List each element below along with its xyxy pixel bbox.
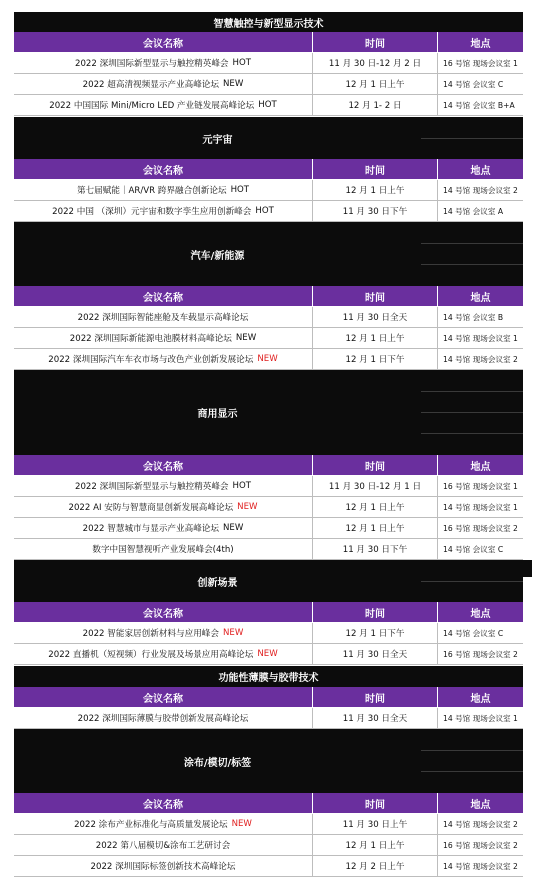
session-name: 2022 深圳国际智能座舱及车载显示高峰论坛 <box>77 313 249 323</box>
header-place: 地点 <box>470 38 491 50</box>
section-band-s5 <box>14 560 523 602</box>
table-row <box>14 497 523 518</box>
header-place: 地点 <box>470 608 491 620</box>
session-name-cell <box>14 74 313 94</box>
black-overhang <box>523 560 532 577</box>
table-header <box>14 793 523 814</box>
session-time: 12 月 1 日上午 <box>313 835 438 855</box>
section-band-s4 <box>14 370 523 455</box>
session-tag-badge: NEW <box>231 819 252 829</box>
divider <box>421 391 523 392</box>
session-time: 11 月 30 日下午 <box>313 539 438 559</box>
header-time: 时间 <box>313 159 438 179</box>
session-time: 12 月 1 日下午 <box>313 349 438 369</box>
session-name-cell <box>14 856 313 876</box>
header-time: 时间 <box>313 602 438 622</box>
session-time: 12 月 2 日上午 <box>313 856 438 876</box>
table-header <box>14 32 523 53</box>
session-name: 2022 AI 安防与智慧商显创新发展高峰论坛 <box>68 503 234 513</box>
table-row <box>14 349 523 370</box>
session-tag-badge: HOT <box>258 100 277 110</box>
section-title-s3: 汽车/新能源 <box>190 250 245 262</box>
session-name: 2022 深圳国际汽车车衣市场与改色产业创新发展论坛 <box>48 355 254 365</box>
table-row <box>14 835 523 856</box>
section-title-s1: 智慧触控与新型显示技术 <box>14 12 523 32</box>
session-time: 11 月 30 日全天 <box>313 307 438 327</box>
table-row <box>14 814 523 835</box>
session-name-cell <box>14 307 313 327</box>
table-row <box>14 180 523 201</box>
session-time: 12 月 1 日下午 <box>313 623 438 643</box>
session-name-cell <box>14 835 313 855</box>
table-row <box>14 53 523 74</box>
session-name: 2022 深圳国际新型显示与触控精英峰会 <box>75 59 229 69</box>
session-tag-badge: NEW <box>237 502 258 512</box>
header-time: 时间 <box>313 793 438 813</box>
header-name: 会议名称 <box>14 793 313 813</box>
header-place: 地点 <box>470 461 491 473</box>
session-tag-badge: HOT <box>230 185 250 195</box>
divider <box>421 138 523 139</box>
table-row <box>14 856 523 877</box>
session-time: 12 月 1 日上午 <box>313 328 438 348</box>
table-row <box>14 95 523 116</box>
table-row <box>14 623 523 644</box>
section-band-s3 <box>14 222 523 286</box>
table-header <box>14 687 523 708</box>
session-name: 2022 深圳国际薄膜与胶带创新发展高峰论坛 <box>77 714 249 724</box>
session-name-cell <box>14 349 313 369</box>
header-time: 时间 <box>313 687 438 707</box>
session-name: 2022 中国国际 Mini/Micro LED 产业链发展高峰论坛 <box>49 101 255 111</box>
session-place: 16 号馆 现场会议室 2 <box>443 523 518 533</box>
session-name-cell <box>14 95 313 115</box>
session-tag-badge: NEW <box>222 79 244 89</box>
session-place: 14 号馆 现场会议室 1 <box>443 713 518 723</box>
session-place: 14 号馆 现场会议室 2 <box>443 819 518 829</box>
header-name: 会议名称 <box>14 286 313 306</box>
session-time: 11 月 30 日上午 <box>313 814 438 834</box>
session-time: 12 月 1- 2 日 <box>313 95 438 115</box>
session-name: 2022 中国 （深圳）元宇宙和数字孪生应用创新峰会 <box>52 207 252 217</box>
session-place: 14 号馆 现场会议室 2 <box>443 354 518 364</box>
session-time: 11 月 30 日下午 <box>313 201 438 221</box>
divider <box>421 243 523 244</box>
session-place: 14 号馆 会议室 C <box>443 544 504 554</box>
session-time: 11 月 30 日全天 <box>313 644 438 664</box>
table-row <box>14 201 523 222</box>
table-row <box>14 518 523 539</box>
session-tag-badge: NEW <box>257 354 278 364</box>
session-time: 11 月 30 日-12 月 1 日 <box>313 476 438 496</box>
session-name-cell <box>14 518 313 538</box>
session-name-cell <box>14 328 313 348</box>
session-tag-badge: NEW <box>222 523 244 533</box>
session-name: 2022 深圳国际新能源电池膜材料高峰论坛 <box>69 334 232 344</box>
table-header <box>14 602 523 623</box>
session-name: 2022 涂布产业标准化与高质量发展论坛 <box>74 820 228 830</box>
session-name: 2022 直播机（短视频）行业发展及场景应用高峰论坛 <box>48 650 254 660</box>
session-name-cell <box>14 644 313 664</box>
session-name: 2022 深圳国际新型显示与触控精英峰会 <box>75 482 229 492</box>
table-row <box>14 74 523 95</box>
session-place: 16 号馆 现场会议室 2 <box>443 649 518 659</box>
session-place: 14 号馆 现场会议室 2 <box>443 861 518 871</box>
section-title-s4: 商用显示 <box>197 409 238 420</box>
session-name-cell <box>14 476 313 496</box>
section-band-s2 <box>14 117 523 159</box>
session-place: 14 号馆 现场会议室 1 <box>443 333 518 343</box>
table-row <box>14 328 523 349</box>
session-tag-badge: NEW <box>235 333 257 343</box>
table-header <box>14 159 523 180</box>
table-row <box>14 539 523 560</box>
session-name: 2022 超高清视频显示产业高峰论坛 <box>82 80 219 90</box>
session-name-cell <box>14 180 313 200</box>
session-place: 16 号馆 现场会议室 1 <box>443 58 518 68</box>
table-row <box>14 644 523 665</box>
session-tag-badge: NEW <box>257 649 278 659</box>
session-name-cell <box>14 539 313 559</box>
session-place: 14 号馆 会议室 B+A <box>443 100 515 110</box>
header-name: 会议名称 <box>14 687 313 707</box>
session-name: 第七届赋能｜AR/VR 跨界融合创新论坛 <box>76 186 227 196</box>
session-time: 12 月 1 日上午 <box>313 518 438 538</box>
session-tag-badge: HOT <box>232 58 251 68</box>
section-title-s5: 创新场景 <box>197 577 238 589</box>
session-place: 14 号馆 会议室 C <box>443 628 504 638</box>
divider <box>421 581 523 582</box>
section-title-s2: 元宇宙 <box>202 134 233 146</box>
session-place: 14 号馆 会议室 C <box>443 79 504 89</box>
divider <box>421 433 523 434</box>
table-header <box>14 286 523 307</box>
section-title-s6: 功能性薄膜与胶带技术 <box>14 666 523 687</box>
divider <box>421 771 523 772</box>
header-place: 地点 <box>470 799 491 811</box>
header-name: 会议名称 <box>14 602 313 622</box>
header-name: 会议名称 <box>14 32 313 52</box>
session-time: 11 月 30 日-12 月 2 日 <box>313 53 438 73</box>
section-band-s7 <box>14 729 523 793</box>
session-name: 数字中国智慧视听产业发展峰会(4th) <box>92 545 234 555</box>
session-time: 12 月 1 日上午 <box>313 180 438 200</box>
divider <box>421 412 523 413</box>
session-place: 14 号馆 现场会议室 2 <box>443 185 518 195</box>
header-name: 会议名称 <box>14 159 313 179</box>
session-name-cell <box>14 53 313 73</box>
session-place: 14 号馆 现场会议室 1 <box>443 502 518 512</box>
header-time: 时间 <box>313 455 438 475</box>
session-place: 14 号馆 会议室 B <box>443 312 504 322</box>
table-row <box>14 476 523 497</box>
table-header <box>14 455 523 476</box>
header-time: 时间 <box>313 32 438 52</box>
session-time: 11 月 30 日全天 <box>313 708 438 728</box>
session-place: 16 号馆 现场会议室 2 <box>443 840 518 850</box>
header-place: 地点 <box>470 165 491 177</box>
header-name: 会议名称 <box>14 455 313 475</box>
header-place: 地点 <box>470 693 491 705</box>
session-tag-badge: HOT <box>255 206 274 216</box>
session-name-cell <box>14 814 313 834</box>
table-row <box>14 307 523 328</box>
session-place: 14 号馆 会议室 A <box>443 206 504 216</box>
session-name: 2022 智能家居创新材料与应用峰会 <box>82 629 219 639</box>
session-name-cell <box>14 623 313 643</box>
session-name: 2022 智慧城市与显示产业高峰论坛 <box>82 524 219 534</box>
session-name: 2022 第八届模切&涂布工艺研讨会 <box>95 841 231 851</box>
table-row <box>14 708 523 729</box>
session-name-cell <box>14 708 313 728</box>
divider <box>421 264 523 265</box>
session-name-cell <box>14 497 313 517</box>
session-time: 12 月 1 日上午 <box>313 497 438 517</box>
divider <box>421 750 523 751</box>
section-title-s7: 涂布/模切/标签 <box>183 757 252 769</box>
session-tag-badge: HOT <box>232 481 251 491</box>
header-place: 地点 <box>470 292 491 304</box>
session-name: 2022 深圳国际标签创新技术高峰论坛 <box>90 862 236 872</box>
session-place: 16 号馆 现场会议室 1 <box>443 481 518 491</box>
header-time: 时间 <box>313 286 438 306</box>
session-time: 12 月 1 日上午 <box>313 74 438 94</box>
session-name-cell <box>14 201 313 221</box>
session-tag-badge: NEW <box>222 628 244 638</box>
